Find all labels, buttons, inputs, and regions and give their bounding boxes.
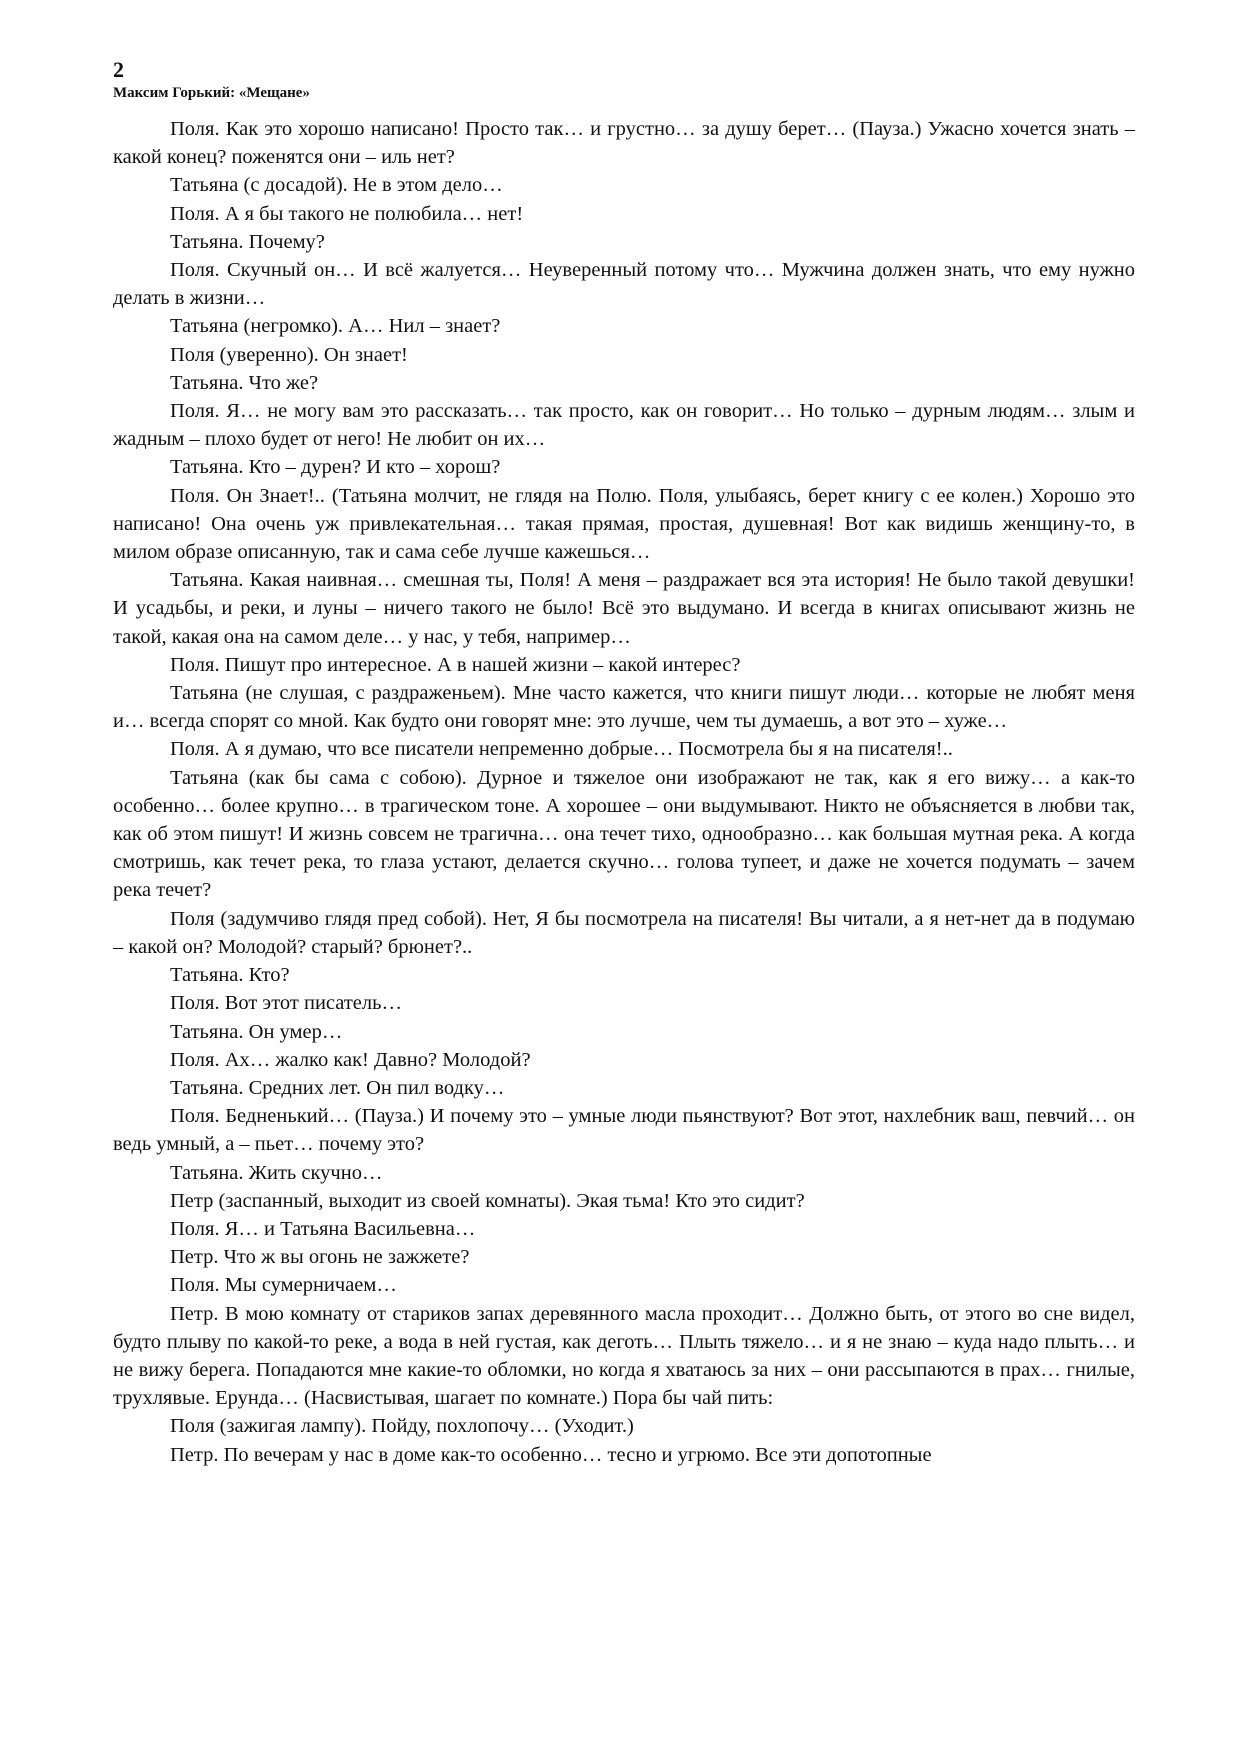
paragraph: Поля. Как это хорошо написано! Просто так… и грустно… за душу берет… (Пауза.) Ужасно хочется знать – какой конец? поженятся они – иль нет? xyxy=(113,118,1135,169)
paragraph: Поля (зажигая лампу). Пойду, похлопочу… (Уходит.) xyxy=(170,1415,634,1438)
paragraph: Татьяна. Почему? xyxy=(170,230,325,253)
paragraph: Поля (уверенно). Он знает! xyxy=(170,343,408,366)
paragraph: Татьяна. Какая наивная… смешная ты, Поля! А меня – раздражает вся эта история! Не было такой девушки! И усадьбы, и реки, и луны – ничего такого не было! Всё это выдумано. И всегда в книгах описывают жизнь не такой, какая она на самом деле… у нас, у тебя, например… xyxy=(113,569,1135,648)
paragraph: Поля. Я… и Татьяна Васильевна… xyxy=(170,1217,476,1240)
document-page xyxy=(113,57,1135,1469)
paragraph: Татьяна. Средних лет. Он пил водку… xyxy=(170,1076,505,1099)
paragraph: Поля. Пишут про интересное. А в нашей жизни – какой интерес? xyxy=(170,653,741,676)
body-text xyxy=(113,115,1135,1469)
paragraph: Поля. Он Знает!.. (Татьяна молчит, не глядя на Полю. Поля, улыбаясь, берет книгу с ее колен.) Хорошо это написано! Она очень уж привлекательная… такая прямая, простая, душевная! Вот как видишь женщину-то, в милом образе описанную, так и сама себе лучше кажешься… xyxy=(113,484,1135,564)
paragraph: Татьяна. Жить скучно… xyxy=(170,1161,383,1184)
paragraph: Поля. Вот этот писатель… xyxy=(170,992,402,1015)
paragraph: Поля. А я бы такого не полюбила… нет! xyxy=(170,202,524,225)
paragraph: Поля. Я… не могу вам это рассказать… так просто, как он говорит… Но только – дурным людям… злым и жадным – плохо будет от него! Не любит он их… xyxy=(113,400,1135,451)
paragraph: Петр. По вечерам у нас в доме как-то особенно… тесно и угрюмо. Все эти допотопные xyxy=(170,1443,932,1466)
paragraph: Татьяна (негромко). А… Нил – знает? xyxy=(170,315,501,338)
paragraph: Татьяна (с досадой). Не в этом дело… xyxy=(170,174,503,197)
paragraph: Поля. Ах… жалко как! Давно? Молодой? xyxy=(170,1048,531,1071)
paragraph: Татьяна. Он умер… xyxy=(170,1020,343,1043)
paragraph: Татьяна. Кто? xyxy=(170,964,290,987)
page-number: 2 xyxy=(113,57,124,82)
paragraph: Татьяна (как бы сама с собою). Дурное и тяжелое они изображают не так, как я его вижу… а как-то особенно… более крупно… в трагическом тоне. А хорошее – они выдумывают. Никто не объясняется в любви так, как об этом пишут! И жизнь совсем не трагична… она течет тихо, однообразно… как большая мутная река. А когда смотришь, как течет река, то глаза устают, делается скучно… голова тупеет, и даже не хочется подумать – зачем река течет? xyxy=(113,766,1135,902)
paragraph: Татьяна. Что же? xyxy=(170,371,319,394)
paragraph: Поля. Скучный он… И всё жалуется… Неуверенный потому что… Мужчина должен знать, что ему нужно делать в жизни… xyxy=(113,259,1135,310)
paragraph: Поля. Бедненький… (Пауза.) И почему это – умные люди пьянствуют? Вот этот, нахлебник ваш, певчий… он ведь умный, а – пьет… почему это? xyxy=(113,1105,1135,1156)
paragraph: Петр (заспанный, выходит из своей комнаты). Экая тьма! Кто это сидит? xyxy=(170,1189,805,1212)
paragraph: Поля. Мы сумерничаем… xyxy=(170,1274,397,1297)
paragraph: Поля (задумчиво глядя пред собой). Нет, Я бы посмотрела на писателя! Вы читали, а я нет-нет да в подумаю – какой он? Молодой? старый? брюнет?.. xyxy=(113,907,1135,958)
paragraph: Петр. В мою комнату от стариков запах деревянного масла проходит… Должно быть, от этого во сне видел, будто плыву по какой-то реке, а вода в ней густая, как деготь… Плыть тяжело… и я не знаю – куда надо плыть… и не вижу берега. Попадаются мне какие-то обломки, но когда я хватаюсь за них – они рассыпаются в прах… гнилые, трухлявые. Ерунда… (Насвистывая, шагает по комнате.) Пора бы чай пить: xyxy=(113,1302,1135,1410)
paragraph: Татьяна (не слушая, с раздраженьем). Мне часто кажется, что книги пишут люди… которые не любят меня и… всегда спорят со мной. Как будто они говорят мне: это лучше, чем ты думаешь, а вот это – хуже… xyxy=(113,682,1135,733)
paragraph: Татьяна. Кто – дурен? И кто – хорош? xyxy=(170,456,501,479)
running-header: Максим Горький: «Мещане» xyxy=(113,85,310,101)
paragraph: Поля. А я думаю, что все писатели непременно добрые… Посмотрела бы я на писателя!.. xyxy=(170,738,953,761)
paragraph: Петр. Что ж вы огонь не зажжете? xyxy=(170,1246,470,1269)
